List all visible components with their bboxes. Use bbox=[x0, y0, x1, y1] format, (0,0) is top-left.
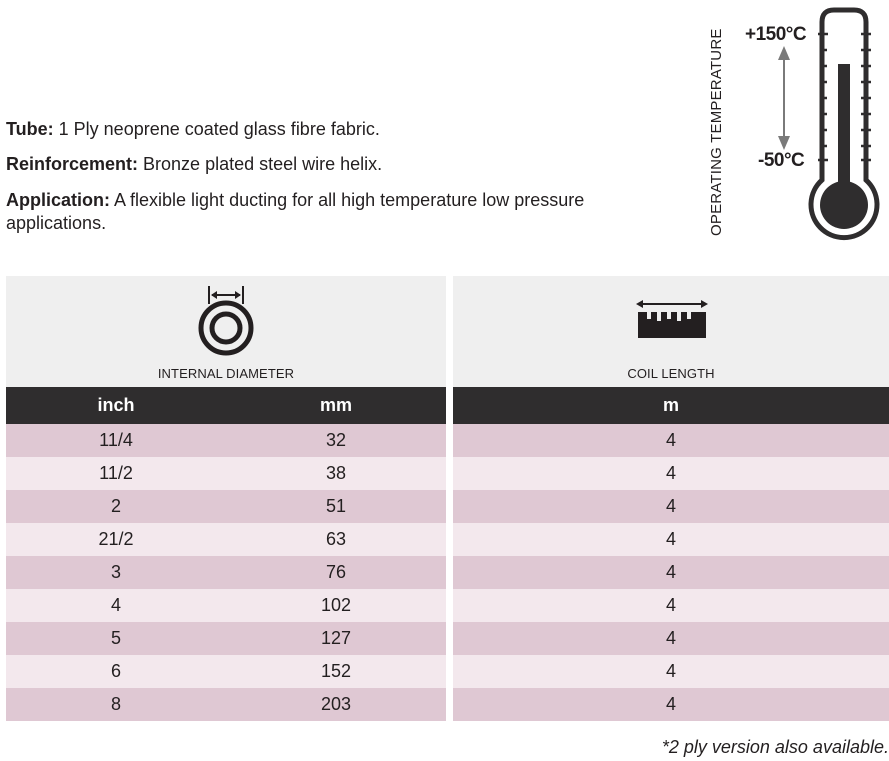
table-row bbox=[453, 556, 889, 589]
mm-column-header: mm bbox=[226, 387, 446, 424]
m-cell: 4 bbox=[453, 622, 889, 655]
ruler-icon bbox=[634, 298, 710, 342]
inch-column-header: inch bbox=[6, 387, 226, 424]
table-row bbox=[6, 556, 446, 589]
table-row bbox=[6, 622, 446, 655]
m-cell: 4 bbox=[453, 655, 889, 688]
table-row bbox=[453, 622, 889, 655]
table-row bbox=[453, 523, 889, 556]
inch-cell: 11/4 bbox=[6, 424, 226, 457]
coil-header-row bbox=[453, 387, 889, 424]
spec-tube-label: Tube: bbox=[6, 119, 54, 139]
mm-cell: 152 bbox=[226, 655, 446, 688]
m-cell: 4 bbox=[453, 490, 889, 523]
m-cell: 4 bbox=[453, 688, 889, 721]
m-cell: 4 bbox=[453, 523, 889, 556]
table-row bbox=[6, 523, 446, 556]
table-row bbox=[6, 457, 446, 490]
inch-cell: 2 bbox=[6, 490, 226, 523]
mm-cell: 38 bbox=[226, 457, 446, 490]
footnote: *2 ply version also available. bbox=[661, 737, 889, 757]
inch-cell: 11/2 bbox=[6, 457, 226, 490]
table-row bbox=[6, 589, 446, 622]
table-row bbox=[453, 589, 889, 622]
mm-cell: 102 bbox=[226, 589, 446, 622]
mm-cell: 51 bbox=[226, 490, 446, 523]
m-cell: 4 bbox=[453, 589, 889, 622]
table-row bbox=[453, 457, 889, 490]
spec-application bbox=[6, 189, 646, 235]
operating-temperature-caption: OPERATING TEMPERATURE bbox=[708, 28, 725, 236]
m-column-header: m bbox=[453, 387, 889, 424]
coil-length-panel bbox=[453, 276, 889, 387]
mm-cell: 63 bbox=[226, 523, 446, 556]
diameter-header-row bbox=[6, 387, 446, 424]
spec-application-text: A flexible light ducting for all high temperature low pressure applications. bbox=[6, 190, 585, 233]
coil-length-table bbox=[453, 387, 889, 721]
internal-diameter-caption: INTERNAL DIAMETER bbox=[157, 366, 295, 381]
temp-min-label: -50°C bbox=[758, 150, 805, 171]
spec-tube bbox=[6, 118, 646, 141]
inch-cell: 8 bbox=[6, 688, 226, 721]
table-row bbox=[453, 655, 889, 688]
spec-application-label: Application: bbox=[6, 190, 110, 210]
inch-cell: 3 bbox=[6, 556, 226, 589]
tube-cross-section-icon bbox=[196, 284, 256, 358]
table-row bbox=[453, 424, 889, 457]
diameter-table bbox=[6, 387, 446, 721]
table-row bbox=[6, 655, 446, 688]
table-row bbox=[6, 688, 446, 721]
table-row bbox=[6, 490, 446, 523]
m-cell: 4 bbox=[453, 457, 889, 490]
mm-cell: 127 bbox=[226, 622, 446, 655]
m-cell: 4 bbox=[453, 424, 889, 457]
inch-cell: 6 bbox=[6, 655, 226, 688]
mm-cell: 32 bbox=[226, 424, 446, 457]
inch-cell: 21/2 bbox=[6, 523, 226, 556]
table-row bbox=[453, 490, 889, 523]
mm-cell: 76 bbox=[226, 556, 446, 589]
spec-tube-text: 1 Ply neoprene coated glass fibre fabric. bbox=[53, 119, 380, 139]
m-cell: 4 bbox=[453, 556, 889, 589]
coil-length-caption: COIL LENGTH bbox=[627, 366, 715, 381]
spec-reinforcement-label: Reinforcement: bbox=[6, 154, 139, 174]
inch-cell: 4 bbox=[6, 589, 226, 622]
spec-reinforcement bbox=[6, 153, 646, 176]
table-row bbox=[6, 424, 446, 457]
internal-diameter-panel bbox=[6, 276, 446, 387]
mm-cell: 203 bbox=[226, 688, 446, 721]
inch-cell: 5 bbox=[6, 622, 226, 655]
table-row bbox=[453, 688, 889, 721]
spec-reinforcement-text: Bronze plated steel wire helix. bbox=[138, 154, 383, 174]
temp-max-label: +150°C bbox=[745, 24, 807, 45]
